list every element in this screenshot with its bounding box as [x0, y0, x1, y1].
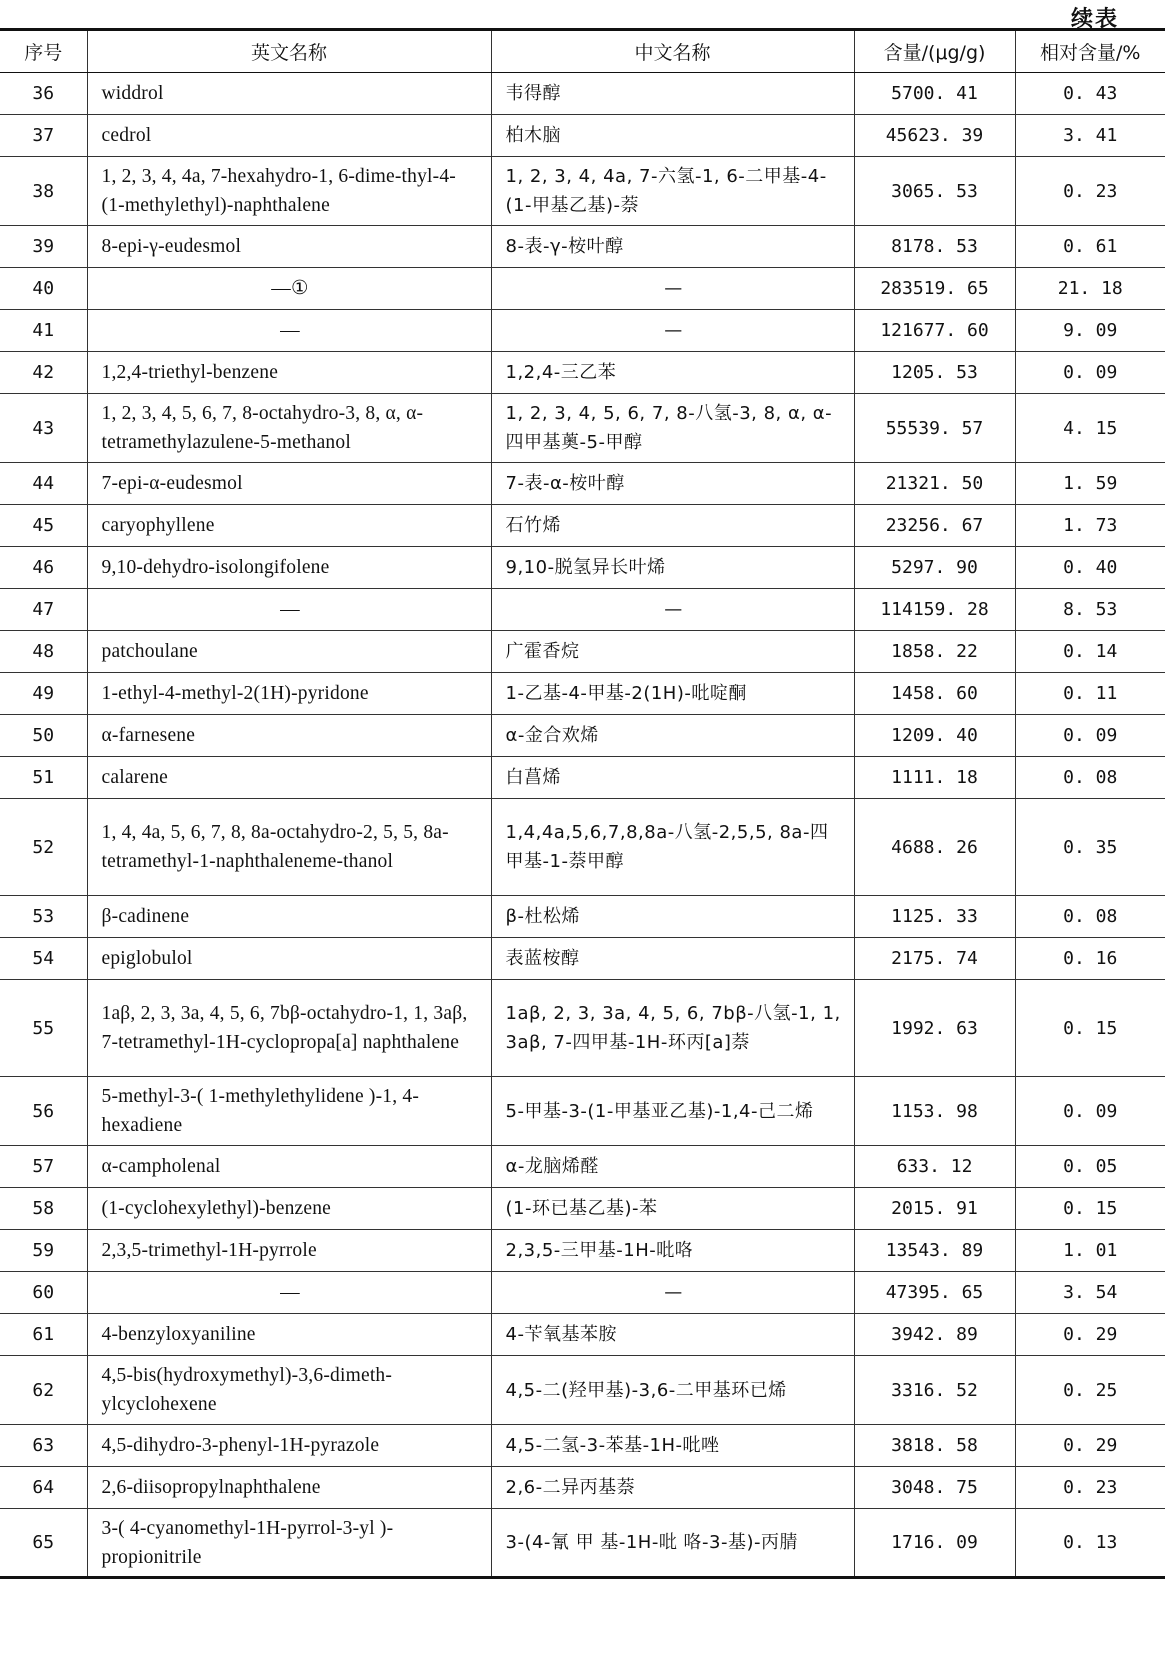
table-row [0, 715, 1165, 757]
cell-english-name: 3-( 4-cyanomethyl-1H-pyrrol-3-yl )-propionitrile [87, 1509, 491, 1578]
cell-content: 47395. 65 [854, 1272, 1015, 1314]
cell-chinese-name: 7-表-α-桉叶醇 [491, 463, 854, 505]
table-row [0, 268, 1165, 310]
table-row [0, 896, 1165, 938]
cell-relative-content: 0. 35 [1015, 799, 1165, 896]
cell-content: 2175. 74 [854, 938, 1015, 980]
cell-chinese-name: 1-乙基-4-甲基-2(1H)-吡啶酮 [491, 673, 854, 715]
cell-chinese-name: 5-甲基-3-(1-甲基亚乙基)-1,4-己二烯 [491, 1077, 854, 1146]
cell-english-name: 2,3,5-trimethyl-1H-pyrrole [87, 1230, 491, 1272]
cell-index: 47 [0, 589, 87, 631]
header-row [0, 30, 1165, 73]
cell-chinese-name: 8-表-γ-桉叶醇 [491, 226, 854, 268]
cell-relative-content: 8. 53 [1015, 589, 1165, 631]
cell-index: 40 [0, 268, 87, 310]
table-row [0, 352, 1165, 394]
cell-english-name: 2,6-diisopropylnaphthalene [87, 1467, 491, 1509]
cell-relative-content: 0. 08 [1015, 896, 1165, 938]
cell-content: 1716. 09 [854, 1509, 1015, 1578]
cell-chinese-name: 3-(4-氰 甲 基-1H-吡 咯-3-基)-丙腈 [491, 1509, 854, 1578]
cell-relative-content: 0. 16 [1015, 938, 1165, 980]
cell-relative-content: 21. 18 [1015, 268, 1165, 310]
cell-relative-content: 4. 15 [1015, 394, 1165, 463]
cell-index: 36 [0, 73, 87, 115]
table-row [0, 1146, 1165, 1188]
cell-relative-content: 0. 09 [1015, 352, 1165, 394]
cell-relative-content: 9. 09 [1015, 310, 1165, 352]
cell-index: 37 [0, 115, 87, 157]
cell-relative-content: 0. 61 [1015, 226, 1165, 268]
cell-english-name: 1,2,4-triethyl-benzene [87, 352, 491, 394]
cell-english-name: (1-cyclohexylethyl)-benzene [87, 1188, 491, 1230]
cell-content: 1209. 40 [854, 715, 1015, 757]
table-row [0, 1077, 1165, 1146]
cell-chinese-name: 广霍香烷 [491, 631, 854, 673]
cell-english-name: epiglobulol [87, 938, 491, 980]
compounds-table [0, 28, 1165, 1579]
cell-index: 44 [0, 463, 87, 505]
cell-content: 45623. 39 [854, 115, 1015, 157]
cell-relative-content: 1. 59 [1015, 463, 1165, 505]
cell-index: 50 [0, 715, 87, 757]
cell-chinese-name: 2,3,5-三甲基-1H-吡咯 [491, 1230, 854, 1272]
table-row [0, 1230, 1165, 1272]
cell-relative-content: 0. 23 [1015, 1467, 1165, 1509]
table-row [0, 73, 1165, 115]
cell-content: 55539. 57 [854, 394, 1015, 463]
table-row [0, 1467, 1165, 1509]
table-container [0, 28, 1165, 1579]
cell-content: 1992. 63 [854, 980, 1015, 1077]
cell-index: 63 [0, 1425, 87, 1467]
cell-content: 3942. 89 [854, 1314, 1015, 1356]
cell-english-name: α-farnesene [87, 715, 491, 757]
header-chinese-name: 中文名称 [491, 30, 854, 73]
cell-english-name: β-cadinene [87, 896, 491, 938]
cell-chinese-name: 1,4,4a,5,6,7,8,8a-八氢-2,5,5, 8a-四甲基-1-萘甲醇 [491, 799, 854, 896]
header-relative-content: 相对含量/% [1015, 30, 1165, 73]
cell-chinese-name: 2,6-二异丙基萘 [491, 1467, 854, 1509]
cell-relative-content: 3. 54 [1015, 1272, 1165, 1314]
cell-chinese-name: 4,5-二氢-3-苯基-1H-吡唑 [491, 1425, 854, 1467]
table-row [0, 463, 1165, 505]
cell-relative-content: 0. 23 [1015, 157, 1165, 226]
cell-relative-content: 0. 25 [1015, 1356, 1165, 1425]
cell-index: 62 [0, 1356, 87, 1425]
cell-content: 1111. 18 [854, 757, 1015, 799]
table-row [0, 157, 1165, 226]
cell-content: 13543. 89 [854, 1230, 1015, 1272]
cell-content: 8178. 53 [854, 226, 1015, 268]
cell-chinese-name: 1aβ, 2, 3, 3a, 4, 5, 6, 7bβ-八氢-1, 1, 3aβ, 7-四甲基-1H-环丙[a]萘 [491, 980, 854, 1077]
header-content: 含量/(μg/g) [854, 30, 1015, 73]
cell-english-name: —① [87, 268, 491, 310]
cell-chinese-name: 4-苄氧基苯胺 [491, 1314, 854, 1356]
cell-content: 121677. 60 [854, 310, 1015, 352]
cell-content: 1125. 33 [854, 896, 1015, 938]
cell-english-name: 9,10-dehydro-isolongifolene [87, 547, 491, 589]
cell-chinese-name: 1,2,4-三乙苯 [491, 352, 854, 394]
cell-relative-content: 0. 05 [1015, 1146, 1165, 1188]
cell-index: 43 [0, 394, 87, 463]
cell-content: 5700. 41 [854, 73, 1015, 115]
cell-content: 1458. 60 [854, 673, 1015, 715]
table-row [0, 799, 1165, 896]
cell-index: 51 [0, 757, 87, 799]
table-row [0, 1356, 1165, 1425]
cell-index: 42 [0, 352, 87, 394]
cell-chinese-name: — [491, 1272, 854, 1314]
cell-index: 41 [0, 310, 87, 352]
table-header [0, 30, 1165, 73]
cell-chinese-name: 4,5-二(羟甲基)-3,6-二甲基环已烯 [491, 1356, 854, 1425]
cell-index: 48 [0, 631, 87, 673]
table-row [0, 1509, 1165, 1578]
table-row [0, 226, 1165, 268]
cell-content: 1858. 22 [854, 631, 1015, 673]
cell-english-name: widdrol [87, 73, 491, 115]
cell-relative-content: 0. 29 [1015, 1425, 1165, 1467]
cell-english-name: — [87, 1272, 491, 1314]
table-row [0, 310, 1165, 352]
cell-chinese-name: β-杜松烯 [491, 896, 854, 938]
cell-english-name: 1-ethyl-4-methyl-2(1H)-pyridone [87, 673, 491, 715]
cell-english-name: patchoulane [87, 631, 491, 673]
cell-relative-content: 0. 13 [1015, 1509, 1165, 1578]
cell-english-name: 1, 4, 4a, 5, 6, 7, 8, 8a-octahydro-2, 5, 5, 8a-tetramethyl-1-naphthaleneme-thanol [87, 799, 491, 896]
cell-index: 46 [0, 547, 87, 589]
cell-index: 38 [0, 157, 87, 226]
table-row [0, 394, 1165, 463]
table-row [0, 505, 1165, 547]
cell-index: 61 [0, 1314, 87, 1356]
cell-relative-content: 1. 73 [1015, 505, 1165, 547]
header-english-name: 英文名称 [87, 30, 491, 73]
cell-content: 23256. 67 [854, 505, 1015, 547]
cell-chinese-name: 9,10-脱氢异长叶烯 [491, 547, 854, 589]
cell-content: 21321. 50 [854, 463, 1015, 505]
cell-index: 60 [0, 1272, 87, 1314]
cell-index: 58 [0, 1188, 87, 1230]
cell-relative-content: 3. 41 [1015, 115, 1165, 157]
table-row [0, 980, 1165, 1077]
cell-english-name: 8-epi-γ-eudesmol [87, 226, 491, 268]
cell-english-name: 4,5-dihydro-3-phenyl-1H-pyrazole [87, 1425, 491, 1467]
table-row [0, 673, 1165, 715]
cell-index: 39 [0, 226, 87, 268]
cell-relative-content: 0. 15 [1015, 1188, 1165, 1230]
table-row [0, 1188, 1165, 1230]
cell-chinese-name: 表蓝桉醇 [491, 938, 854, 980]
cell-relative-content: 0. 29 [1015, 1314, 1165, 1356]
table-row [0, 1314, 1165, 1356]
cell-english-name: — [87, 589, 491, 631]
cell-english-name: caryophyllene [87, 505, 491, 547]
cell-chinese-name: 1, 2, 3, 4, 5, 6, 7, 8-八氢-3, 8, α, α-四甲基薁-5-甲醇 [491, 394, 854, 463]
cell-content: 114159. 28 [854, 589, 1015, 631]
cell-content: 633. 12 [854, 1146, 1015, 1188]
cell-content: 4688. 26 [854, 799, 1015, 896]
table-row [0, 115, 1165, 157]
table-body [0, 73, 1165, 1578]
cell-index: 59 [0, 1230, 87, 1272]
table-row [0, 589, 1165, 631]
table-row [0, 1425, 1165, 1467]
cell-english-name: 1, 2, 3, 4, 5, 6, 7, 8-octahydro-3, 8, α, α-tetramethylazulene-5-methanol [87, 394, 491, 463]
cell-chinese-name: — [491, 310, 854, 352]
cell-chinese-name: α-金合欢烯 [491, 715, 854, 757]
cell-relative-content: 0. 43 [1015, 73, 1165, 115]
cell-chinese-name: α-龙脑烯醛 [491, 1146, 854, 1188]
cell-english-name: — [87, 310, 491, 352]
cell-content: 3065. 53 [854, 157, 1015, 226]
cell-relative-content: 0. 14 [1015, 631, 1165, 673]
cell-relative-content: 0. 08 [1015, 757, 1165, 799]
cell-chinese-name: — [491, 268, 854, 310]
cell-english-name: calarene [87, 757, 491, 799]
cell-english-name: 4,5-bis(hydroxymethyl)-3,6-dimeth-ylcyclohexene [87, 1356, 491, 1425]
cell-content: 1153. 98 [854, 1077, 1015, 1146]
cell-index: 49 [0, 673, 87, 715]
cell-relative-content: 1. 01 [1015, 1230, 1165, 1272]
cell-english-name: 4-benzyloxyaniline [87, 1314, 491, 1356]
cell-index: 52 [0, 799, 87, 896]
cell-chinese-name: 韦得醇 [491, 73, 854, 115]
cell-relative-content: 0. 09 [1015, 715, 1165, 757]
cell-index: 65 [0, 1509, 87, 1578]
cell-content: 3316. 52 [854, 1356, 1015, 1425]
cell-english-name: 1, 2, 3, 4, 4a, 7-hexahydro-1, 6-dime-thyl-4-(1-methylethyl)-naphthalene [87, 157, 491, 226]
table-row [0, 1272, 1165, 1314]
cell-english-name: 5-methyl-3-( 1-methylethylidene )-1, 4-hexadiene [87, 1077, 491, 1146]
cell-chinese-name: 白菖烯 [491, 757, 854, 799]
table-row [0, 938, 1165, 980]
cell-index: 57 [0, 1146, 87, 1188]
cell-index: 54 [0, 938, 87, 980]
cell-index: 56 [0, 1077, 87, 1146]
cell-relative-content: 0. 11 [1015, 673, 1165, 715]
cell-content: 2015. 91 [854, 1188, 1015, 1230]
cell-chinese-name: 1, 2, 3, 4, 4a, 7-六氢-1, 6-二甲基-4-(1-甲基乙基)-萘 [491, 157, 854, 226]
cell-english-name: 1aβ, 2, 3, 3a, 4, 5, 6, 7bβ-octahydro-1, 1, 3aβ, 7-tetramethyl-1H-cyclopropa[a] naphthalene [87, 980, 491, 1077]
cell-chinese-name: — [491, 589, 854, 631]
table-row [0, 631, 1165, 673]
header-index: 序号 [0, 30, 87, 73]
cell-english-name: 7-epi-α-eudesmol [87, 463, 491, 505]
cell-chinese-name: 石竹烯 [491, 505, 854, 547]
cell-content: 283519. 65 [854, 268, 1015, 310]
table-row [0, 757, 1165, 799]
cell-content: 3818. 58 [854, 1425, 1015, 1467]
cell-relative-content: 0. 15 [1015, 980, 1165, 1077]
cell-content: 3048. 75 [854, 1467, 1015, 1509]
cell-content: 1205. 53 [854, 352, 1015, 394]
cell-chinese-name: 柏木脑 [491, 115, 854, 157]
cell-english-name: cedrol [87, 115, 491, 157]
cell-relative-content: 0. 40 [1015, 547, 1165, 589]
cell-content: 5297. 90 [854, 547, 1015, 589]
cell-english-name: α-campholenal [87, 1146, 491, 1188]
cell-relative-content: 0. 09 [1015, 1077, 1165, 1146]
cell-index: 45 [0, 505, 87, 547]
cell-chinese-name: (1-环已基乙基)-苯 [491, 1188, 854, 1230]
cell-index: 64 [0, 1467, 87, 1509]
cell-index: 53 [0, 896, 87, 938]
continued-table-label: 续表 [1070, 7, 1119, 32]
table-row [0, 547, 1165, 589]
cell-index: 55 [0, 980, 87, 1077]
